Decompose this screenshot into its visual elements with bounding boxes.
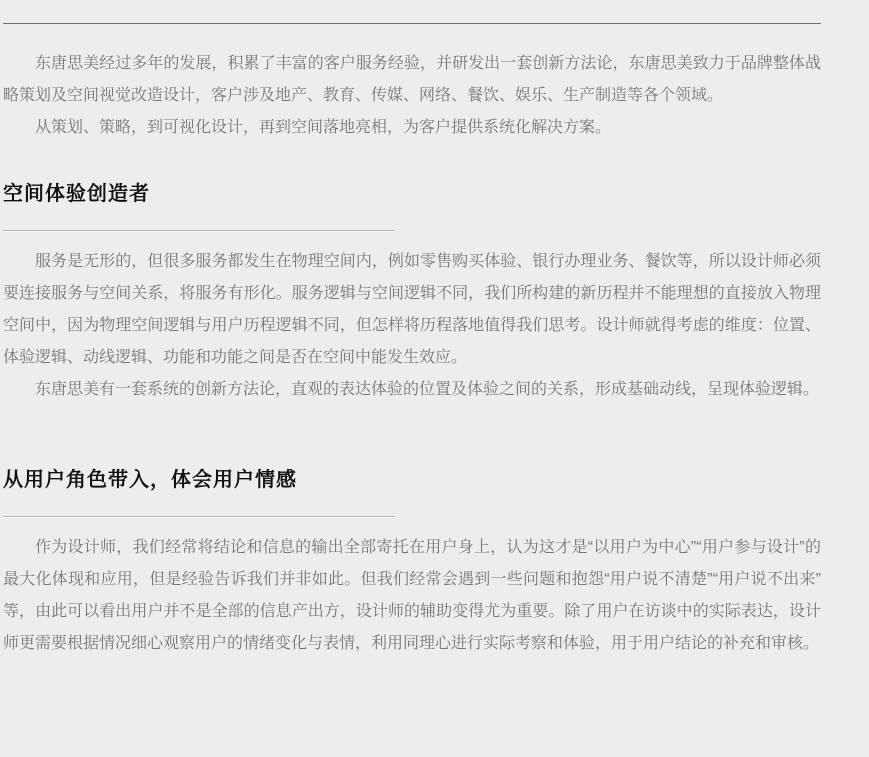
- body-paragraph: 服务是无形的，但很多服务都发生在物理空间内，例如零售购买体验、银行办理业务、餐饮等，所以设计师必须要连接服务与空间关系，将服务有形化。服务逻辑与空间逻辑不同，我们所构建的新历程并不能理想的直接放入物理空间中，因为物理空间逻辑与用户历程逻辑不同，但怎样将历程落地值得我们思考。设计师就得考虑的维度：位置、体验逻辑、动线逻辑、功能和功能之间是否在空间中能发生效应。: [3, 253, 821, 366]
- section-divider: [3, 516, 395, 518]
- article-page: [0, 23, 869, 757]
- top-divider: [3, 23, 821, 24]
- intro-paragraph-2: 从策划、策略，到可视化设计，再到空间落地亮相，为客户提供系统化解决方案。: [35, 119, 612, 136]
- section-user-empathy: [3, 466, 821, 660]
- body-paragraph: 东唐思美有一套系统的创新方法论，直观的表达体验的位置及体验之间的关系，形成基础动线，呈现体验逻辑。: [35, 381, 820, 398]
- body-paragraph: 作为设计师，我们经常将结论和信息的输出全部寄托在用户身上，认为这才是“以用户为中心”“用户参与设计”的最大化体现和应用，但是经验告诉我们并非如此。但我们经常会遇到一些问题和抱怨“用户说不清楚”“用户说不出来”等，由此可以看出用户并不是全部的信息产出方，设计师的辅助变得尤为重要。除了用户在访谈中的实际表达，设计师更需要根据情况细心观察用户的情绪变化与表情，利用同理心进行实际考察和体验，用于用户结论的补充和审核。: [3, 539, 821, 652]
- intro-section: [3, 48, 821, 144]
- section-title-space-experience: 空间体验创造者: [3, 183, 150, 205]
- section-divider: [3, 230, 395, 232]
- intro-paragraph-1: 东唐思美经过多年的发展，积累了丰富的客户服务经验，并研发出一套创新方法论，东唐思美致力于品牌整体战略策划及空间视觉改造设计，客户涉及地产、教育、传媒、网络、餐饮、娱乐、生产制造等各个领域。: [3, 55, 821, 104]
- section-title-user-empathy: 从用户角色带入，体会用户情感: [3, 469, 297, 491]
- section-space-experience: [3, 180, 821, 406]
